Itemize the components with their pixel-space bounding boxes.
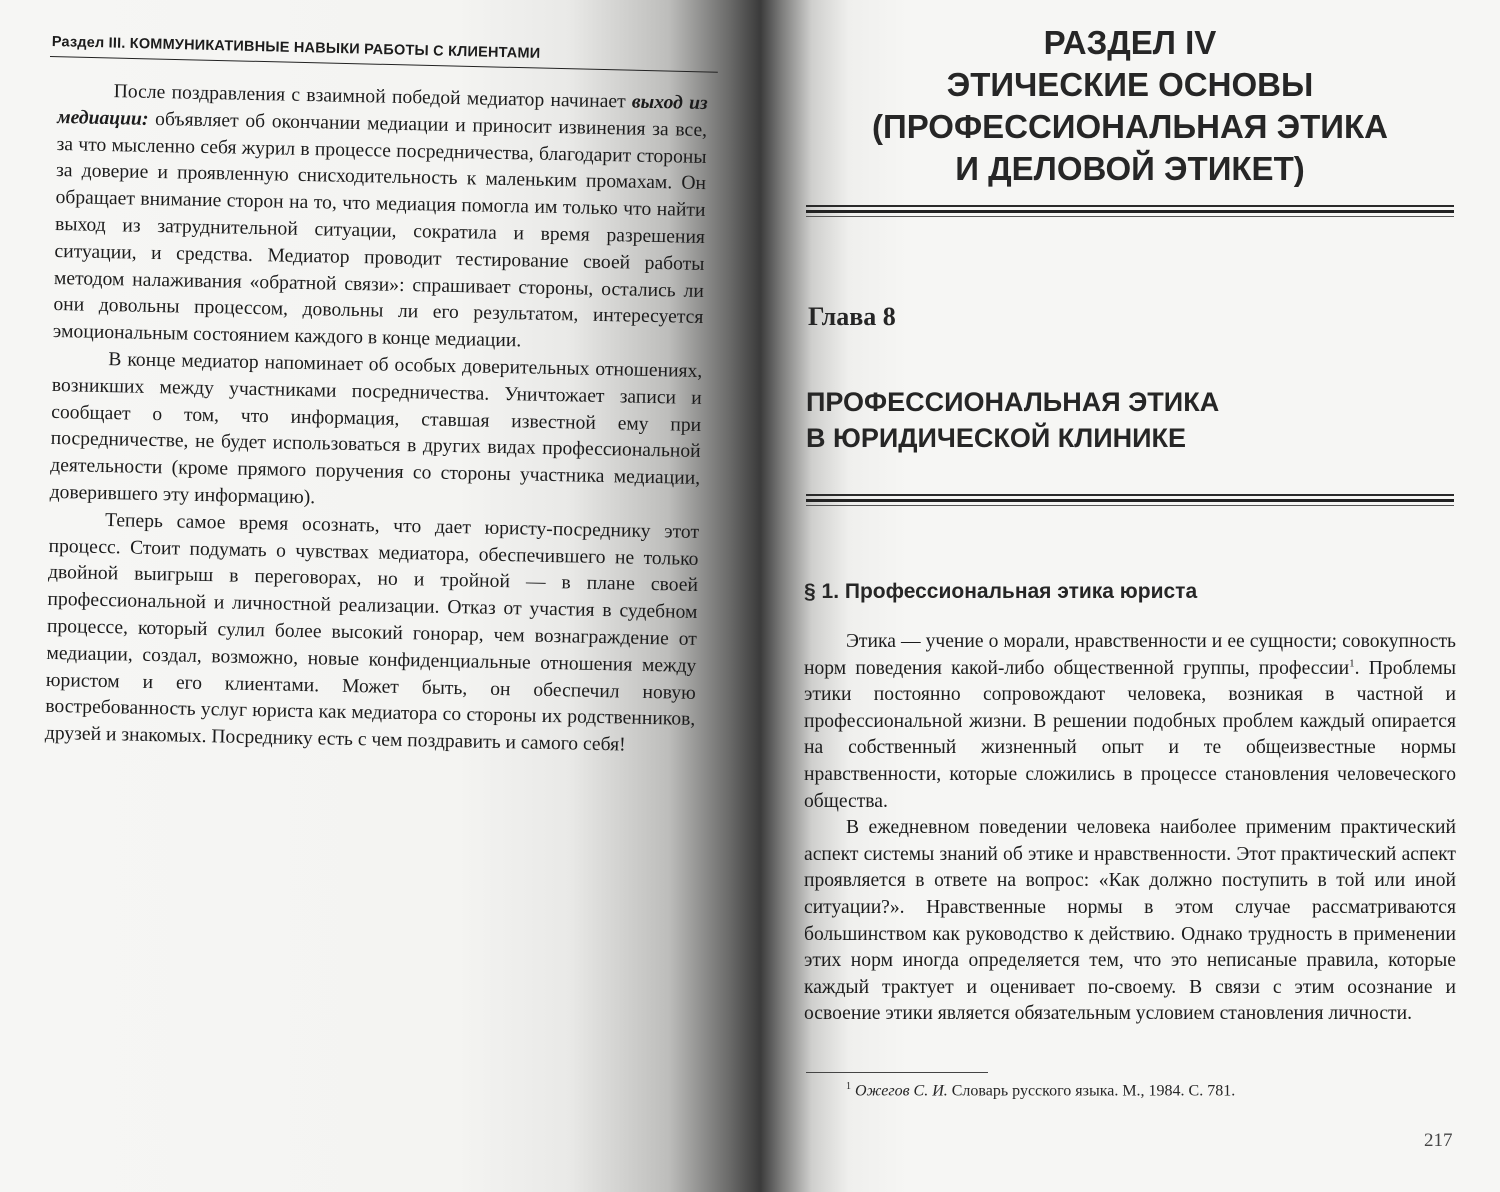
right-paragraph-2: В ежедневном поведении человека наиболее применим практический аспект системы знаний об этике и нравственности. Этот практический аспект проявляется в ответе на вопрос: «Как должно поступить в той или иной ситуации?». Нравственные нормы в этом случае рассматриваются большинством как руководство к действию. Однако трудность в применении этих норм иногда определяется тем, что это неписаные правила, которые каждый трактует и оценивает по-своему. В связи с этим осознание и освоение этики является обязательным условием становления личности. (804, 817, 1456, 1025)
footnote-text: Словарь русского языка. М., 1984. С. 781. (951, 1082, 1236, 1100)
section-title-line-1: РАЗДЕЛ IV (1043, 24, 1217, 61)
chapter-title-line-1: ПРОФЕССИОНАЛЬНАЯ ЭТИКА (806, 387, 1220, 417)
left-p1-lead: После поздравления с взаимной победой медиатор начинает (113, 81, 626, 113)
left-p1-rest: объявляет об окончании медиации и приносит извинения за все, за что мысленно себя журил в процессе посредничества, благодарит стороны за доверие и проявленную снисходительность к маленьким промахам. Он обращает внимание сторон на то, что медиация помогла им только что найти выход из затруднительной ситуации, сократила и время разрешения ситуации, и средства. Медиатор проводит тестирование своей работы методом налаживания «обратной связи»: спрашивает стороны, остались ли они довольны процессом, довольны ли его результатом, интересуется эмоциональным состоянием каждого в конце медиации. (52, 108, 708, 352)
footnote-reference: 1 (1349, 657, 1355, 670)
right-p1-part2: . Проблемы этики постоянно сопровождают человека, возникая в частной и профессиональной жизни. В решении подобных проблем каждый опирается на собственный жизненный опыт и те общеизвестные нормы нравственности, которые сложились в процессе становления человеческого общества. (804, 657, 1457, 812)
footnote-rule (806, 1072, 988, 1073)
page-number: 217 (1424, 1130, 1453, 1151)
running-head: Раздел III. КОММУНИКАТИВНЫЕ НАВЫКИ РАБОТЫ С КЛИЕНТАМИ (51, 34, 541, 62)
section-title-line-2: ЭТИЧЕСКИЕ ОСНОВЫ (946, 66, 1314, 103)
left-paragraph-3: Теперь самое время осознать, что дает юристу-посреднику этот процесс. Стоит подумать о чувствах медиатора, обеспечившего не только двойной выигрыш в переговорах, но и тройной — в плане своей профессиональной и личностной реализации. Отказ от участия в судебном процессе, который сулил более высокий гонорар, чем вознаграждение от медиации, создал, возможно, новые конфиденциальные отношения между юристом и его клиентами. Может быть, он обеспечил новую востребованность услуг юриста как медиатора со стороны их родственников, друзей и знакомых. Посреднику есть с чем поздравить и самого себя! (44, 509, 700, 756)
footnote-author: Ожегов С. И. (855, 1082, 948, 1100)
right-page-body (804, 629, 1456, 1028)
section-divider (806, 205, 1454, 217)
left-paragraph-1 (53, 78, 708, 359)
chapter-title (806, 384, 1446, 456)
left-page-body (45, 78, 708, 761)
paragraph-heading: § 1. Профессиональная этика юриста (804, 580, 1198, 603)
right-paragraph-1 (804, 629, 1456, 815)
chapter-title-line-2: В ЮРИДИЧЕСКОЙ КЛИНИКЕ (806, 423, 1186, 453)
right-p1-part1: Этика — учение о морали, нравственности и ее сущности; совокупность норм поведения какой-либо общественной группы, профессии (804, 631, 1456, 679)
chapter-label: Глава 8 (808, 302, 896, 331)
section-title-line-4: И ДЕЛОВОЙ ЭТИКЕТ) (955, 150, 1305, 187)
section-title (800, 22, 1460, 190)
chapter-divider (806, 494, 1454, 506)
section-title-line-3: (ПРОФЕССИОНАЛЬНАЯ ЭТИКА (872, 108, 1388, 145)
footnote (846, 1081, 1235, 1100)
left-p1-emphasis: выход из медиации: (57, 91, 708, 130)
left-paragraph-2: В конце медиатор напоминает об особых доверительных отношениях, возникших между участниками посредничества. Уничтожает записи и сообщает о том, что информация, ставшая известной ему при посредничестве, не будет использоваться в других видах профессиональной деятельности (кроме прямого поручения со стороны участника медиации, доверившего эту информацию). (49, 349, 703, 509)
footnote-mark: 1 (846, 1081, 851, 1092)
